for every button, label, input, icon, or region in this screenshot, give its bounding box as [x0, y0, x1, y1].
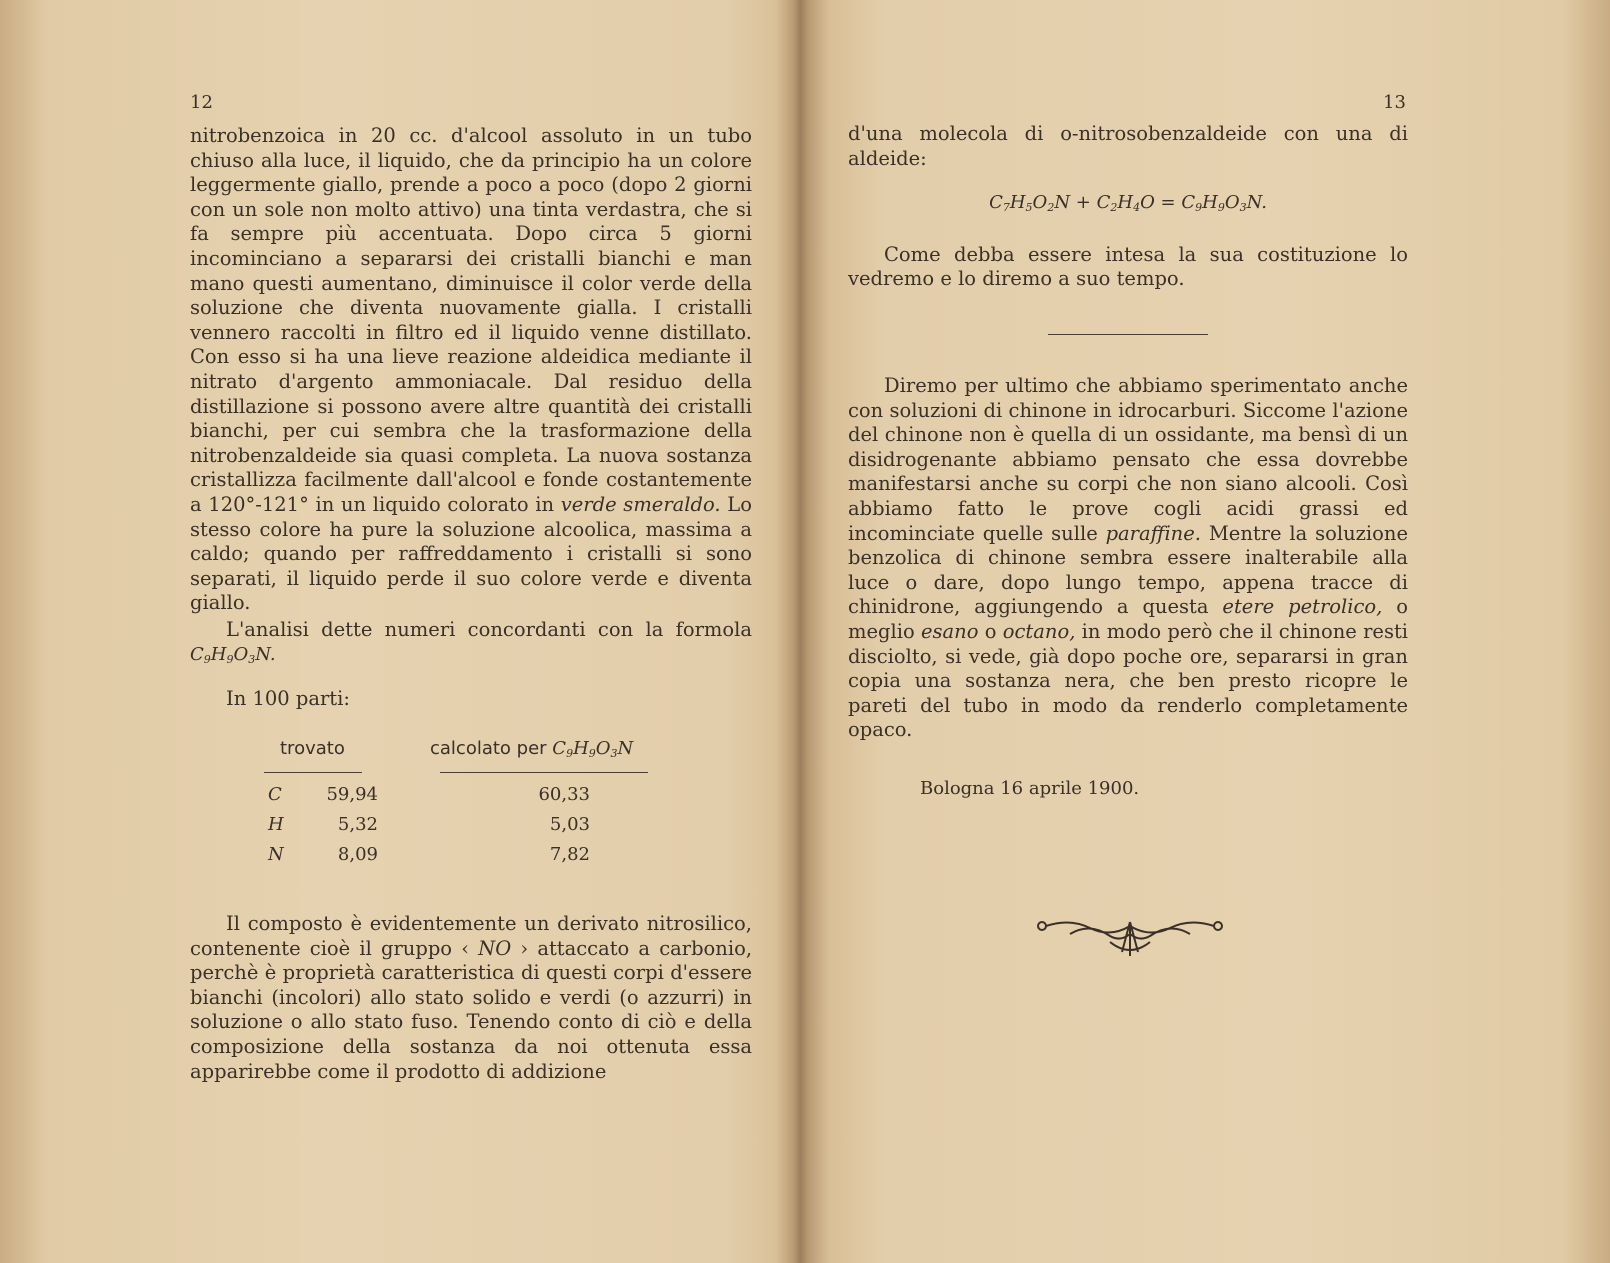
- found-value: 8,09: [337, 844, 378, 865]
- calculated-value: 5,03: [549, 814, 590, 835]
- italic-text: esano: [921, 619, 979, 643]
- paragraph-text: Diremo per ultimo che abbiamo sperimentato anche con soluzioni di chinone in idrocarburi. Siccome l'azione del chinone non è quella di un ossidante, ma bensì di un disidrogenante abbiamo pensato che essa dovrebbe manifestarsi anche su corpi che non siano alcooli. Così abbiamo fatto le prove cogli acidi grassi ed incominciate quelle sulle: [848, 374, 1408, 545]
- paragraph-text: L'analisi dette numeri concordanti con la formola: [226, 617, 752, 641]
- found-value: 5,32: [337, 814, 378, 835]
- paragraph: d'una molecola di o-nitrosobenzaldeide con una di aldeide:: [848, 122, 1408, 170]
- table-row: [190, 784, 710, 814]
- paragraph-text: in modo però che il chinone resti disciolto, si vede, già dopo poche ore, separarsi in gran copia una sostanza nera, che ben presto ricopre le pareti del tubo in modo da renderlo completamente opaco.: [848, 619, 1409, 742]
- page-number: 13: [1383, 92, 1406, 113]
- paragraph: [190, 124, 752, 616]
- italic-text: NO: [478, 936, 512, 960]
- paragraph: [190, 618, 752, 673]
- calculated-value: 7,82: [549, 844, 590, 865]
- element-symbol: N: [268, 844, 284, 865]
- paragraph: [190, 912, 752, 1084]
- element-symbol: H: [268, 814, 284, 835]
- paragraph-text: nitrobenzoica in 20 cc. d'alcool assoluto in un tubo chiuso alla luce, il liquido, che da principio ha un colore leggermente giallo, prende a poco a poco (dopo 2 giorni con un sole non molto attivo) una tinta verdastra, che si fa sempre più accentuata. Dopo circa 5 giorni incominciano a separarsi dei cristalli bianchi e man mano questi aumentano, diminuisce il color verde della soluzione che diventa nuovamente gialla. I cristalli vennero raccolti in filtro ed il liquido venne distillato. Con esso si ha una lieve reazione aldeidica mediante il nitrato d'argento ammoniacale. Dal residuo della distillazione si possono avere altre quantità dei cristalli bianchi, per cui sembra che la trasformazione della nitrobenzaldeide sia quasi completa. La nuova sostanza cristallizza facilmente dall'alcool e fonde costantemente a 120°-121° in un liquido colorato in: [190, 124, 752, 516]
- table-row: [190, 814, 710, 844]
- paragraph: Come debba essere intesa la sua costituzione lo vedremo e lo diremo a suo tempo.: [848, 242, 1408, 291]
- right-page: [800, 0, 1610, 1263]
- paragraph: In 100 parti:: [226, 687, 350, 711]
- found-value: 59,94: [326, 784, 378, 805]
- italic-text: octano,: [1002, 619, 1076, 643]
- left-text-column-bottom: [190, 912, 752, 1084]
- section-divider: [1048, 334, 1208, 335]
- column-header-found: trovato: [280, 738, 345, 759]
- ornament-icon: [1030, 912, 1230, 962]
- paragraph-text: o meglio: [848, 595, 1408, 643]
- right-text-column: [848, 122, 1408, 292]
- italic-text: etere petrolico,: [1222, 595, 1383, 619]
- paragraph-text: Mentre la soluzione benzolica di chinone sembra essere inalterabile alla luce o dare, dopo lungo tempo, appena tracce di chinidrone, aggiungendo a questa: [848, 521, 1409, 619]
- left-text-column: [190, 124, 752, 712]
- calculated-value: 60,33: [538, 784, 590, 805]
- italic-text: verde smeraldo.: [560, 492, 721, 516]
- table-row: [190, 844, 710, 874]
- equation: $C_7H_5O_2N + C_2H_4O = C_9H_9O_3N$.: [989, 192, 1267, 215]
- column-header-calculated: [430, 738, 633, 760]
- paragraph-text: Il composto è evidentemente un derivato nitrosilico, contenente cioè il gruppo ‹: [190, 912, 752, 960]
- left-page: [0, 0, 800, 1263]
- formula: $C_9H_9O_3N$: [552, 738, 634, 760]
- brace-divider: [440, 772, 648, 779]
- paragraph-text: › attaccato a carbonio, perchè è proprietà caratteristica di questi corpi d'essere bianchi (incolori) allo stato solido e verdi (o azzurri) in soluzione o allo stato fuso. Tenendo conto di ciò e della composizione della sostanza da noi ottenuta essa apparirebbe come il prodotto di addizione: [190, 936, 753, 1083]
- element-symbol: C: [268, 784, 282, 805]
- formula: $C_9H_9O_3N$.: [190, 644, 276, 667]
- right-text-column: [848, 374, 1408, 743]
- page-number: 12: [190, 92, 213, 113]
- italic-text: paraffine.: [1105, 521, 1201, 545]
- dateline: Bologna 16 aprile 1900.: [920, 778, 1140, 799]
- paragraph: [848, 374, 1408, 743]
- brace-divider: [264, 772, 362, 779]
- paragraph-text: o: [984, 619, 997, 643]
- column-header-text: calcolato per: [430, 738, 547, 759]
- paragraph-text: Lo stesso colore ha pure la soluzione alcoolica, massima a caldo; quando per raffreddamento i cristalli si sono separati, il liquido perde il suo colore verde e diventa giallo.: [190, 492, 752, 615]
